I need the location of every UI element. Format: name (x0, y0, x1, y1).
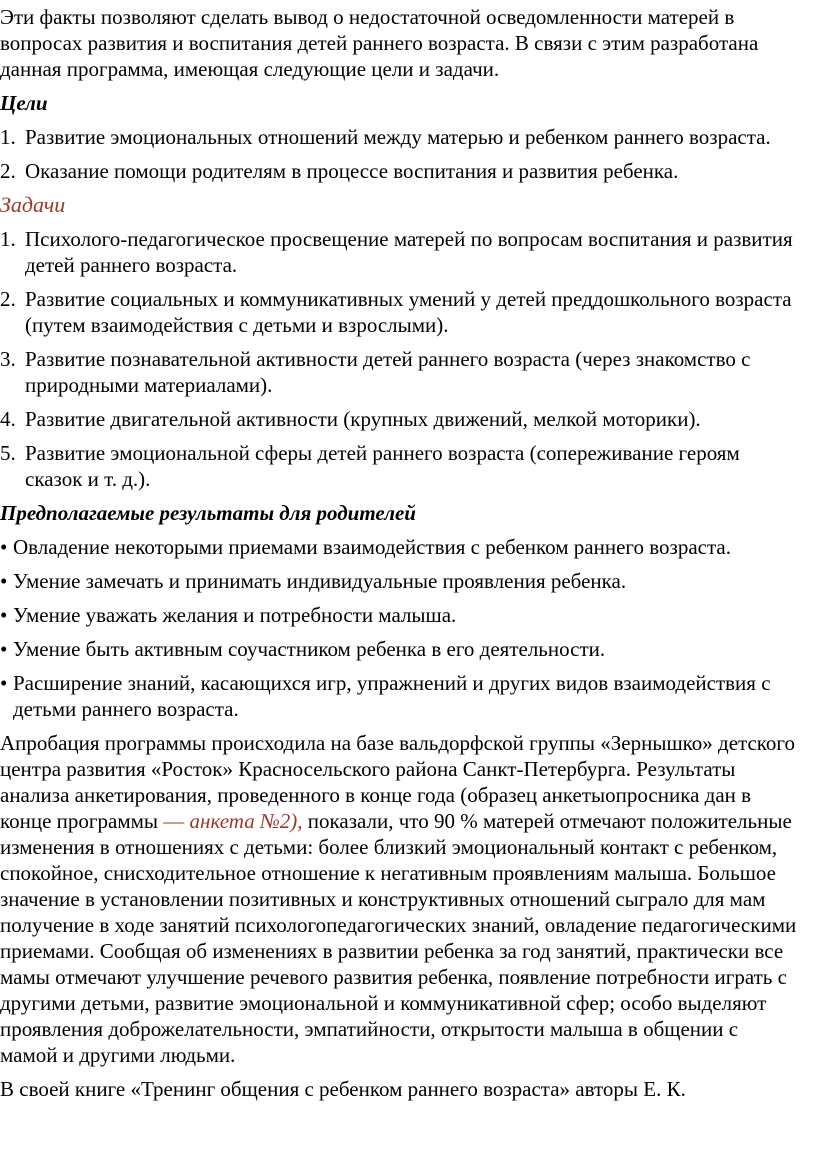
bullet-icon: • (0, 603, 8, 627)
list-item-text: Развитие двигательной активности (крупных движений, мелкой моторики). (25, 407, 701, 431)
list-item-text: Развитие познавательной активности детей раннего возраста (через знакомство с природными материалами). (25, 347, 751, 397)
list-item-text: Умение замечать и принимать индивидуальные проявления ребенка. (13, 569, 627, 593)
tasks-list (0, 226, 800, 492)
questionnaire-link[interactable]: анкета №2), (189, 809, 303, 833)
list-item (0, 124, 800, 150)
list-number: 2. (0, 287, 16, 311)
list-item (0, 158, 800, 184)
list-item-text: Умение быть активным соучастником ребенка в его деятельности. (13, 637, 606, 661)
approbation-paragraph (0, 730, 800, 1068)
list-item (0, 568, 800, 594)
list-item-text: Развитие эмоциональных отношений между матерью и ребенком раннего возраста. (25, 125, 771, 149)
list-item-text: Овладение некоторыми приемами взаимодействия с ребенком раннего возраста. (13, 535, 731, 559)
list-number: 3. (0, 347, 16, 371)
list-item-text: Оказание помощи родителям в процессе воспитания и развития ребенка. (25, 159, 679, 183)
list-item (0, 534, 800, 560)
list-item-text: Расширение знаний, касающихся игр, упражнений и других видов взаимодействия с детьми раннего возраста. (13, 671, 771, 721)
intro-paragraph: Эти факты позволяют сделать вывод о недостаточной осведомленности матерей в вопросах развития и воспитания детей раннего возраста. В связи с этим разработана данная программа, имеющая следующие цели и задачи. (0, 5, 759, 81)
list-number: 2. (0, 159, 16, 183)
list-item-text: Развитие социальных и коммуникативных умений у детей преддошкольного возраста (путем взаимодействия с детьми и взрослыми). (25, 287, 792, 337)
results-heading: Предполагаемые результаты для родителей (0, 501, 416, 525)
list-item-text: Развитие эмоциональной сферы детей раннего возраста (сопереживание героям сказок и т. д.). (25, 441, 740, 491)
bullet-icon: • (0, 569, 8, 593)
list-number: 1. (0, 227, 16, 251)
list-item (0, 636, 800, 662)
list-item-text: Психолого-педагогическое просвещение матерей по вопросам воспитания и развития детей раннего возраста. (25, 227, 793, 277)
list-number: 1. (0, 125, 16, 149)
list-item (0, 602, 800, 628)
list-item (0, 440, 800, 492)
list-item (0, 406, 800, 432)
last-paragraph: В своей книге «Тренинг общения с ребенком раннего возраста» авторы Е. К. (0, 1077, 686, 1101)
list-item (0, 346, 800, 398)
em-dash: — (163, 809, 185, 833)
bullet-icon: • (0, 637, 8, 661)
goals-list (0, 124, 800, 184)
approbation-text-start: Апробация программы происходила на базе вальдорфской группы «Зернышко» детского центра развития «Росток» Красносельского района Санкт-Петербурга. Результаты анализа анкетирования, проведенного в конце года (образец анкетыопросника дан в конце программы (0, 731, 796, 833)
list-item (0, 286, 800, 338)
list-number: 5. (0, 441, 16, 465)
approbation-text-end: показали, что 90 % матерей отмечают положительные изменения в отношениях с детьми: более близкий эмоциональный контакт с ребенком, спокойное, снисходительное отношение к негативным проявлениям малыша. Большое значение в установлении позитивных и конструктивных отношений сыграло для мам получение в ходе занятий психологопедагогических знаний, овладение педагогическими приемами. Сообщая об изменениях в развитии ребенка за год занятий, практически все мамы отмечают улучшение речевого развития ребенка, появление потребности играть с другими детьми, развитие эмоциональной и коммуникативной сфер; особо выделяют проявления доброжелательности, эмпатийности, открытости малыша в общении с мамой и другими людьми. (0, 809, 797, 1067)
list-item (0, 670, 800, 722)
list-number: 4. (0, 407, 16, 431)
list-item (0, 226, 800, 278)
tasks-heading: Задачи (0, 192, 66, 217)
bullet-icon: • (0, 671, 8, 695)
list-item-text: Умение уважать желания и потребности малыша. (13, 603, 457, 627)
bullet-icon: • (0, 535, 8, 559)
goals-heading: Цели (0, 91, 48, 115)
results-list (0, 534, 800, 722)
